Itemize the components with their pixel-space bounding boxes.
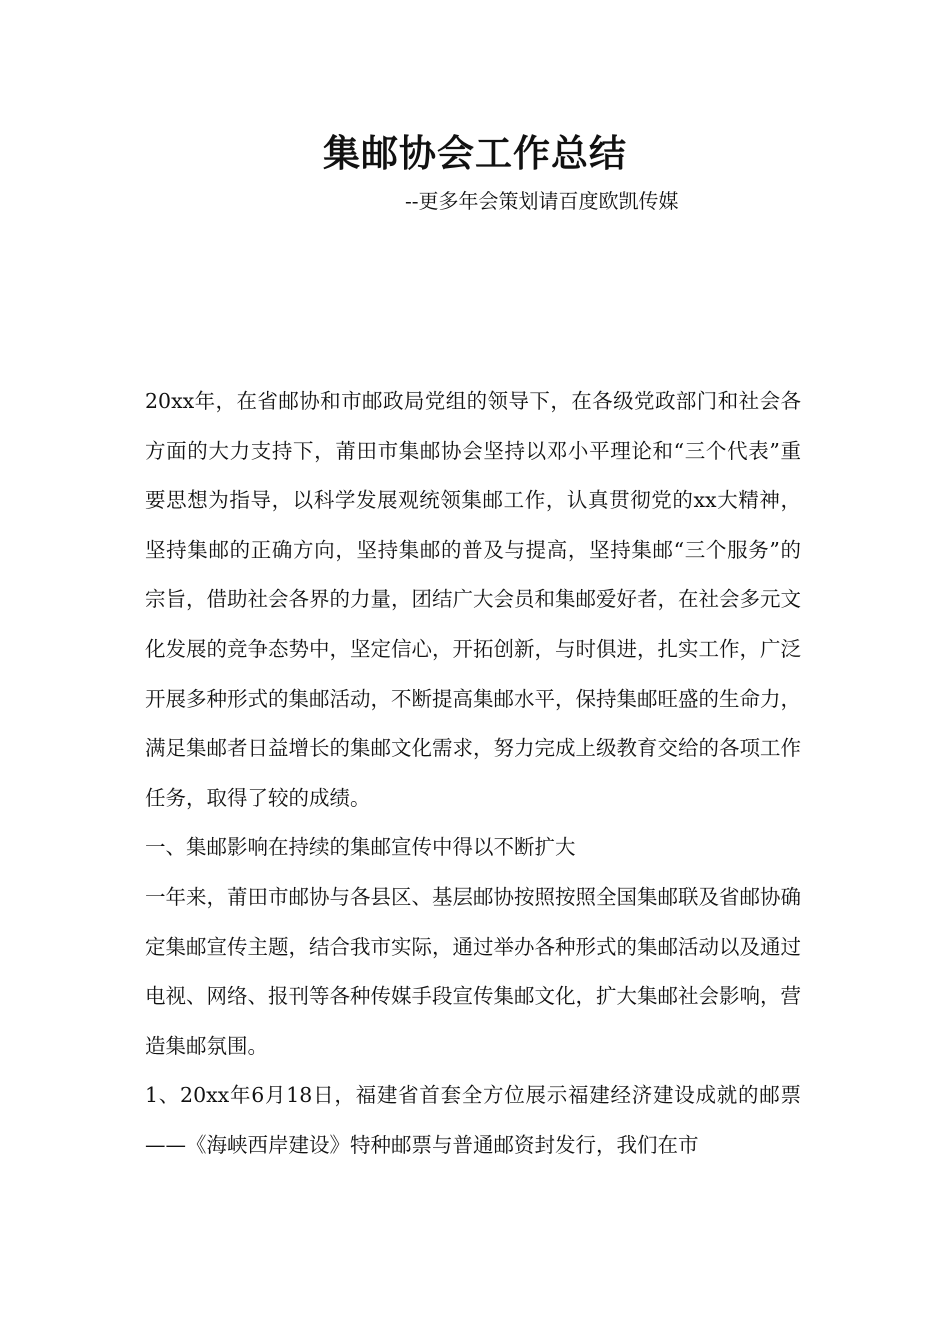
- section-heading-1: 一、集邮影响在持续的集邮宣传中得以不断扩大: [145, 835, 576, 860]
- paragraph-section-1: 一年来，莆田市邮协与各县区、基层邮协按照按照全国集邮联及省邮协确定集邮宣传主题，结合我市实际，通过举办各种形式的集邮活动以及通过电视、网络、报刊等各种传媒手段宣传集邮文化，扩大集邮社会影响，营造集邮氛围。: [145, 884, 801, 1058]
- page-title: 集邮协会工作总结: [323, 131, 627, 175]
- paragraph-item-1: 1、20xx年6月18日，福建省首套全方位展示福建经济建设成就的邮票——《海峡西岸建设》特种邮票与普通邮资封发行，我们在市: [145, 1083, 801, 1157]
- paragraph-intro: 20xx年，在省邮协和市邮政局党组的领导下，在各级党政部门和社会各方面的大力支持下，莆田市集邮协会坚持以邓小平理论和“三个代表”重要思想为指导，以科学发展观统领集邮工作，认真贯彻党的xx大精神，坚持集邮的正确方向，坚持集邮的普及与提高，坚持集邮“三个服务”的宗旨，借助社会各界的力量，团结广大会员和集邮爱好者，在社会多元文化发展的竞争态势中，坚定信心，开拓创新，与时俱进，扎实工作，广泛开展多种形式的集邮活动，不断提高集邮水平，保持集邮旺盛的生命力，满足集邮者日益增长的集邮文化需求，努力完成上级教育交给的各项工作任务，取得了较的成绩。: [145, 389, 801, 810]
- page-subtitle: --更多年会策划请百度欧凯传媒: [405, 189, 679, 213]
- document-body: [145, 377, 801, 1171]
